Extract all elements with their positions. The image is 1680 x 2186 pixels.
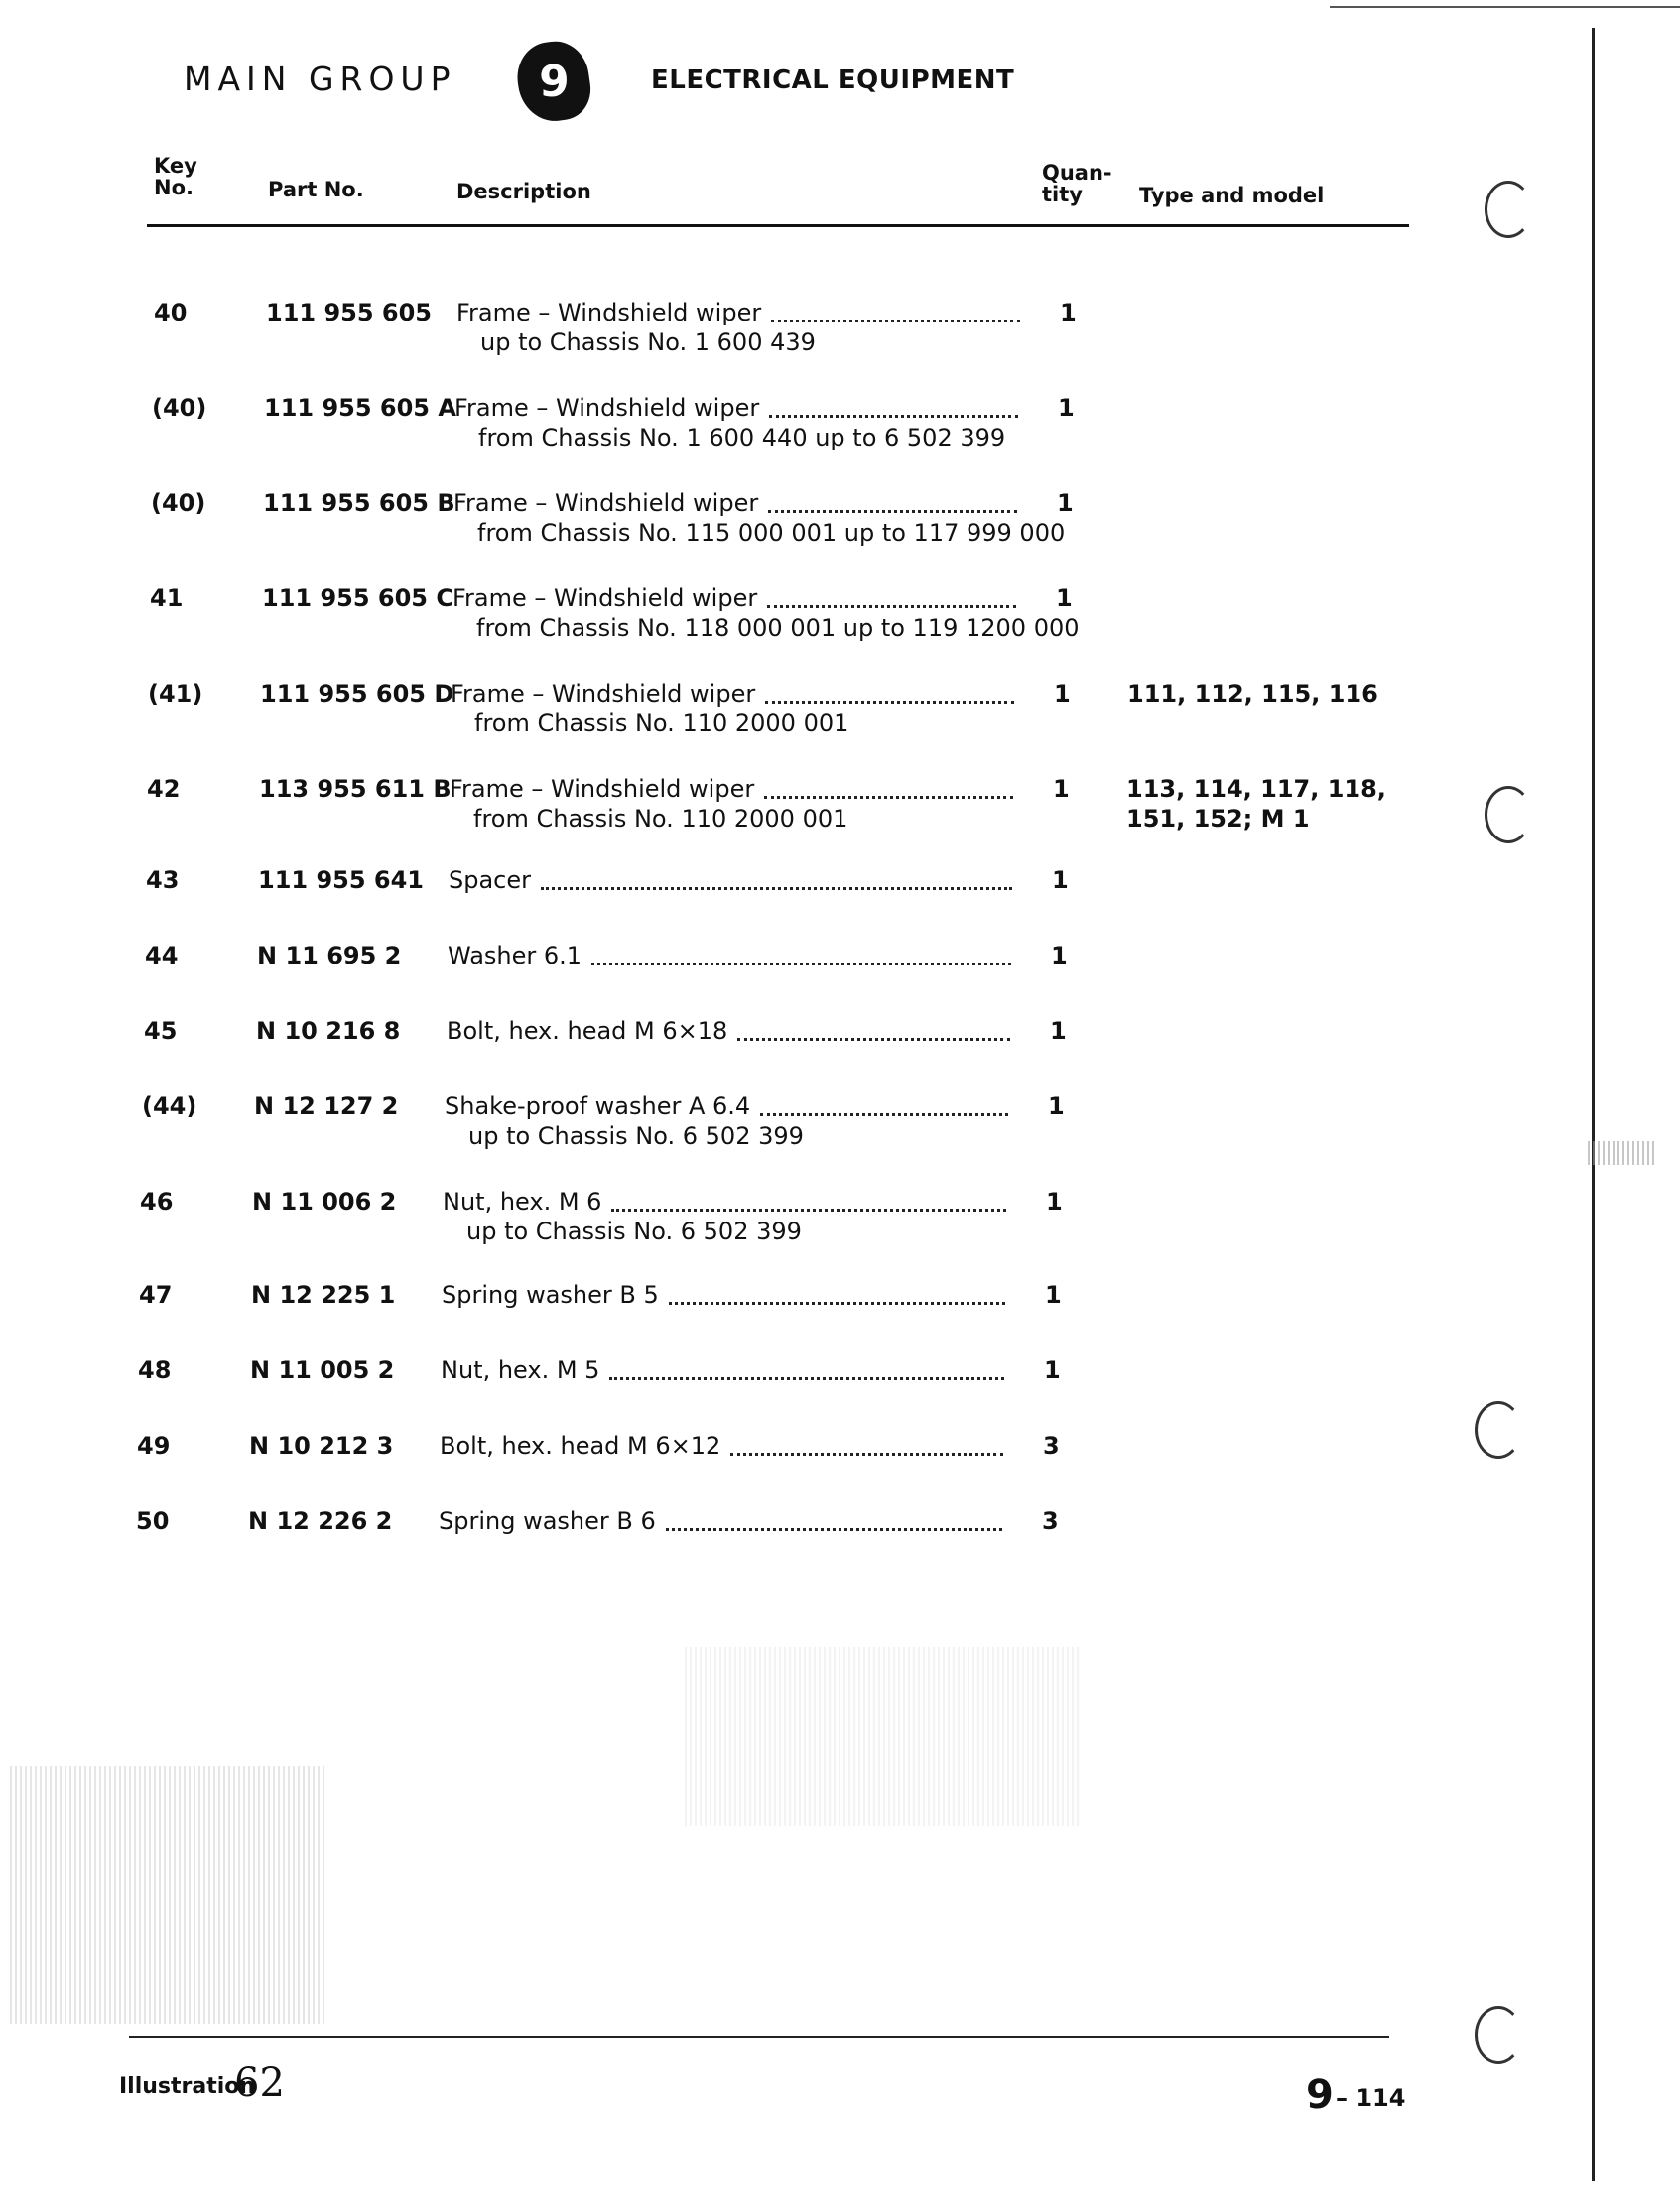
description-cell: Frame – Windshield wiper bbox=[456, 299, 762, 326]
description-cell: Nut, hex. M 6 bbox=[443, 1188, 602, 1216]
description-cell: Frame – Windshield wiper bbox=[451, 680, 756, 707]
table-row bbox=[0, 679, 1488, 748]
description-cell: Frame – Windshield wiper bbox=[454, 394, 760, 422]
description-cell: Bolt, hex. head M 6×18 bbox=[447, 1017, 728, 1045]
quantity-cell: 1 bbox=[1045, 1281, 1062, 1309]
key-cell: (40) bbox=[151, 489, 206, 517]
part-number-cell: N 12 127 2 bbox=[254, 1093, 399, 1120]
dot-leader bbox=[666, 1528, 1002, 1531]
part-number-cell: N 11 005 2 bbox=[250, 1356, 395, 1384]
key-cell: (40) bbox=[152, 394, 207, 422]
key-cell: 47 bbox=[139, 1281, 173, 1309]
table-row bbox=[0, 774, 1488, 843]
description-cell: Frame – Windshield wiper bbox=[450, 775, 755, 803]
punch-hole-mark bbox=[1475, 2006, 1522, 2064]
top-edge-rule bbox=[1330, 6, 1680, 8]
key-cell: (44) bbox=[142, 1093, 197, 1120]
scan-noise bbox=[685, 1647, 1082, 1826]
quantity-cell: 1 bbox=[1046, 1188, 1063, 1216]
part-number-cell: 111 955 605 C bbox=[262, 584, 453, 612]
dot-leader bbox=[771, 320, 1020, 322]
table-row bbox=[0, 941, 1488, 1010]
dot-leader bbox=[769, 415, 1018, 418]
description-note-cell: up to Chassis No. 6 502 399 bbox=[468, 1122, 804, 1150]
key-cell: (41) bbox=[148, 680, 203, 707]
quantity-cell: 1 bbox=[1044, 1356, 1061, 1384]
description-cell: Spacer bbox=[449, 866, 532, 894]
group-title: ELECTRICAL EQUIPMENT bbox=[651, 65, 1015, 95]
key-cell: 43 bbox=[146, 866, 180, 894]
footer-rule bbox=[129, 2036, 1389, 2038]
table-row bbox=[0, 1280, 1488, 1350]
description-note-cell: from Chassis No. 115 000 001 up to 117 999 000 bbox=[477, 519, 1066, 547]
part-number-cell: N 12 225 1 bbox=[251, 1281, 396, 1309]
part-number-cell: N 10 212 3 bbox=[249, 1432, 394, 1460]
key-cell: 41 bbox=[150, 584, 184, 612]
type-model-cell: 113, 114, 117, 118, bbox=[1126, 775, 1386, 803]
column-header-part-no: Part No. bbox=[268, 178, 364, 201]
quantity-cell: 1 bbox=[1048, 1093, 1065, 1120]
column-header-description: Description bbox=[456, 180, 591, 203]
quantity-cell: 1 bbox=[1054, 680, 1071, 707]
part-number-cell: 111 955 605 bbox=[266, 299, 433, 326]
table-row bbox=[0, 393, 1488, 462]
punch-hole-mark bbox=[1485, 181, 1532, 238]
description-cell: Bolt, hex. head M 6×12 bbox=[440, 1432, 721, 1460]
dot-leader bbox=[760, 1113, 1008, 1116]
quantity-cell: 1 bbox=[1060, 299, 1077, 326]
table-row bbox=[0, 1016, 1488, 1086]
dot-leader bbox=[737, 1038, 1010, 1041]
column-header-quantity: Quan- tity bbox=[1042, 161, 1112, 206]
quantity-cell: 1 bbox=[1051, 942, 1068, 969]
description-note-cell: from Chassis No. 118 000 001 up to 119 1200 000 bbox=[476, 614, 1080, 642]
column-header-key-no: Key No. bbox=[154, 154, 197, 199]
table-row bbox=[0, 1506, 1488, 1576]
key-cell: 40 bbox=[154, 299, 188, 326]
dot-leader bbox=[764, 796, 1013, 799]
binder-edge-line bbox=[1592, 28, 1595, 2181]
table-row bbox=[0, 488, 1488, 558]
description-note-cell: up to Chassis No. 1 600 439 bbox=[480, 328, 816, 356]
quantity-cell: 3 bbox=[1043, 1432, 1060, 1460]
dot-leader bbox=[591, 963, 1011, 965]
table-row bbox=[0, 583, 1488, 653]
dot-leader bbox=[669, 1302, 1005, 1305]
illustration-number: 62 bbox=[234, 2060, 285, 2106]
quantity-cell: 1 bbox=[1053, 775, 1070, 803]
quantity-cell: 1 bbox=[1057, 489, 1074, 517]
dot-leader bbox=[768, 510, 1017, 513]
description-cell: Shake-proof washer A 6.4 bbox=[445, 1093, 751, 1120]
dot-leader bbox=[609, 1377, 1004, 1380]
part-number-cell: 111 955 605 A bbox=[264, 394, 456, 422]
quantity-cell: 1 bbox=[1052, 866, 1069, 894]
table-row bbox=[0, 298, 1488, 367]
description-cell: Washer 6.1 bbox=[448, 942, 582, 969]
dot-leader bbox=[765, 701, 1014, 704]
page-number-suffix: – 114 bbox=[1336, 2084, 1406, 2112]
main-group-label: MAIN GROUP bbox=[184, 60, 456, 98]
description-cell: Nut, hex. M 5 bbox=[441, 1356, 600, 1384]
part-number-cell: N 10 216 8 bbox=[256, 1017, 401, 1045]
header-rule bbox=[147, 224, 1409, 227]
page-number: 9 bbox=[1306, 2072, 1334, 2118]
key-cell: 45 bbox=[144, 1017, 178, 1045]
part-number-cell: 111 955 641 bbox=[258, 866, 425, 894]
table-row bbox=[0, 1431, 1488, 1500]
part-number-cell: N 11 006 2 bbox=[252, 1188, 397, 1216]
quantity-cell: 1 bbox=[1056, 584, 1073, 612]
scan-noise bbox=[1588, 1141, 1657, 1165]
part-number-cell: N 12 226 2 bbox=[248, 1507, 393, 1535]
type-model-cell: 111, 112, 115, 116 bbox=[1127, 680, 1378, 707]
description-cell: Frame – Windshield wiper bbox=[452, 584, 758, 612]
quantity-cell: 3 bbox=[1042, 1507, 1059, 1535]
column-header-type-model: Type and model bbox=[1139, 184, 1325, 207]
dot-leader bbox=[541, 887, 1012, 890]
key-cell: 42 bbox=[147, 775, 181, 803]
group-number-badge bbox=[513, 37, 594, 125]
key-cell: 50 bbox=[136, 1507, 170, 1535]
key-cell: 49 bbox=[137, 1432, 171, 1460]
dot-leader bbox=[767, 605, 1016, 608]
scan-noise bbox=[10, 1766, 327, 2024]
type-model-cell-line2: 151, 152; M 1 bbox=[1126, 805, 1310, 833]
part-number-cell: 113 955 611 B bbox=[259, 775, 452, 803]
table-row bbox=[0, 1355, 1488, 1425]
part-number-cell: N 11 695 2 bbox=[257, 942, 402, 969]
quantity-cell: 1 bbox=[1058, 394, 1075, 422]
key-cell: 44 bbox=[145, 942, 179, 969]
description-note-cell: from Chassis No. 110 2000 001 bbox=[473, 805, 848, 833]
description-note-cell: from Chassis No. 110 2000 001 bbox=[474, 709, 849, 737]
description-cell: Frame – Windshield wiper bbox=[453, 489, 759, 517]
table-row bbox=[0, 865, 1488, 935]
dot-leader bbox=[611, 1209, 1006, 1212]
quantity-cell: 1 bbox=[1050, 1017, 1067, 1045]
table-row bbox=[0, 1092, 1488, 1161]
description-cell: Spring washer B 5 bbox=[442, 1281, 659, 1309]
description-note-cell: from Chassis No. 1 600 440 up to 6 502 399 bbox=[478, 424, 1006, 451]
dot-leader bbox=[730, 1453, 1003, 1456]
key-cell: 46 bbox=[140, 1188, 174, 1216]
part-number-cell: 111 955 605 D bbox=[260, 680, 454, 707]
illustration-label: Illustration bbox=[119, 2074, 256, 2099]
description-note-cell: up to Chassis No. 6 502 399 bbox=[466, 1218, 802, 1245]
table-row bbox=[0, 1187, 1488, 1256]
punch-hole-mark bbox=[1485, 786, 1532, 843]
group-number: 9 bbox=[538, 56, 570, 107]
part-number-cell: 111 955 605 B bbox=[263, 489, 455, 517]
key-cell: 48 bbox=[138, 1356, 172, 1384]
description-cell: Spring washer B 6 bbox=[439, 1507, 656, 1535]
